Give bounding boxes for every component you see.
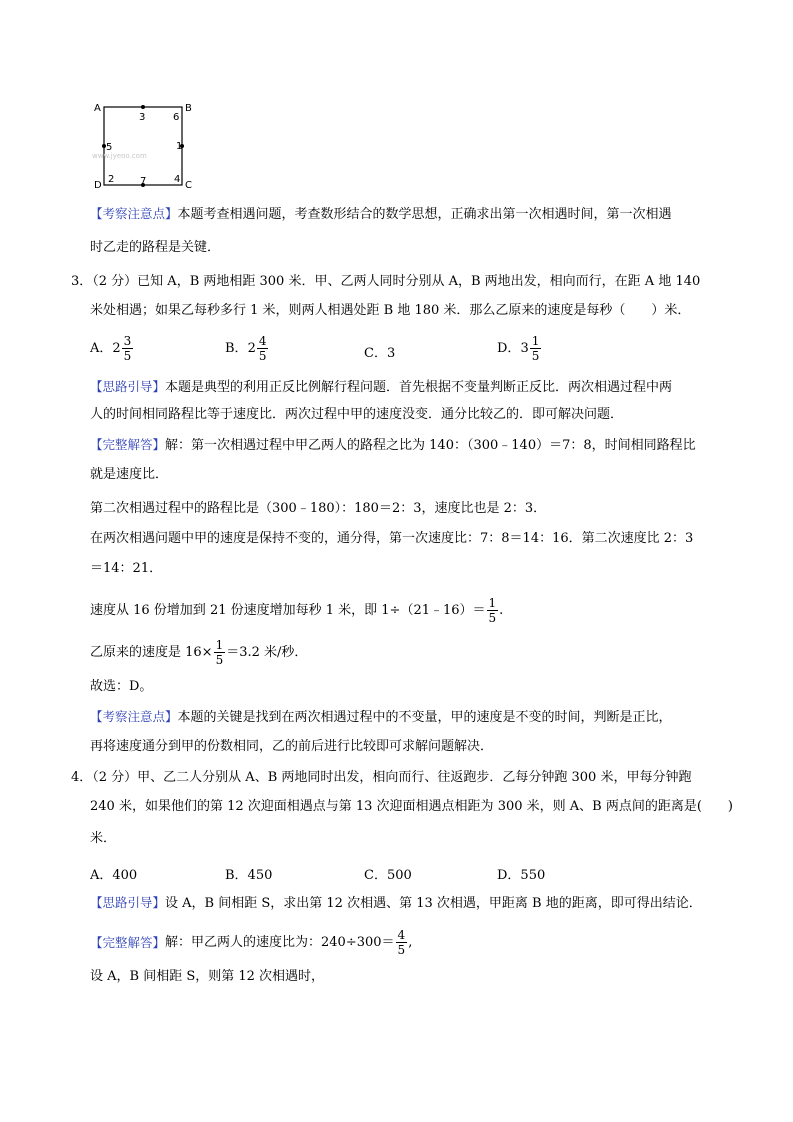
q2-note-text-1: 本题考查相遇问题，考查数形结合的数学思想，正确求出第一次相遇时间，第一次相遇 <box>177 207 672 222</box>
q3-option-b-num: 4 <box>258 334 267 348</box>
q3-solution-line-7 <box>90 638 307 667</box>
q3-option-a-fraction <box>122 334 134 363</box>
q3-hint-line-1 <box>90 378 672 397</box>
q4-stem-line-1: 4．（2 分）甲、乙二人分别从 A、B 两地同时出发，相向而行、往返跑步．乙每分钟跑 300 米，甲每分钟跑 <box>71 770 692 785</box>
q3-solution-text-6-end: . <box>499 602 504 618</box>
q4-solution-text-1-end: , <box>408 934 413 950</box>
q3-solution-text-1: 解：第一次相遇过程中甲乙两人的路程之比为 140：（300﹣140）＝7：8，时间相同路程比 <box>165 438 696 453</box>
q4-solution-fraction-1 <box>396 928 408 957</box>
point-3-label: 3 <box>139 112 146 123</box>
q3-option-a-whole: 2 <box>112 341 121 356</box>
q2-note-tag: 【考察注意点】 <box>90 206 178 221</box>
q3-option-b-label: B． <box>225 341 248 356</box>
q3-option-c-label: C． <box>364 346 387 361</box>
watermark: www.jyeoo.com <box>92 152 147 160</box>
q3-option-d-num: 1 <box>531 334 540 348</box>
q4-hint-text-1: 设 A，B 间相距 S，求出第 12 次相遇、第 13 次相遇，甲距离 B 地的距离，即可得出结论． <box>165 896 702 911</box>
point-top <box>141 105 145 109</box>
corner-c-label: C <box>185 180 192 191</box>
q3-solution-fraction-7-den: 5 <box>215 653 224 667</box>
q4-solution-line-1 <box>90 928 412 957</box>
q3-option-c[interactable] <box>364 342 395 361</box>
q3-hint-tag: 【思路引导】 <box>90 379 166 394</box>
point-5-label: 5 <box>106 142 113 153</box>
q3-option-d-fraction <box>530 334 542 363</box>
q3-solution-line-1 <box>90 436 696 455</box>
q3-solution-fraction-6 <box>487 596 499 625</box>
q2-note-line-2: 时乙走的路程是关键． <box>90 240 221 255</box>
q3-note-line-1 <box>90 708 672 727</box>
point-6-label: 6 <box>173 112 180 123</box>
q3-solution-line-5: ＝14：21． <box>90 561 163 576</box>
q3-solution-text-7-post: ＝3.2 米/秒． <box>226 644 308 660</box>
q3-stem-line-1: 3．（2 分）已知 A，B 两地相距 300 米．甲、乙两人同时分别从 A，B 两地出发，相向而行，在距 A 地 140 <box>71 274 701 289</box>
corner-a-label: A <box>94 103 101 114</box>
q4-hint-tag: 【思路引导】 <box>90 895 166 910</box>
q3-solution-fraction-6-num: 1 <box>488 596 497 610</box>
q3-stem-line-2: 米处相遇；如果乙每秒多行 1 米，则两人相遇处距 B 地 180 米．那么乙原来的速度是每秒（ ）米． <box>90 303 691 318</box>
q3-solution-text-7-pre: 乙原来的速度是 16× <box>90 644 213 660</box>
q4-solution-line-2: 设 A，B 间相距 S，则第 12 次相遇时， <box>90 969 325 984</box>
q4-option-b[interactable]: B．450 <box>225 868 273 883</box>
q3-solution-fraction-7-num: 1 <box>215 638 224 652</box>
q3-hint-text-1: 本题是典型的利用正反比例解行程问题．首先根据不变量判断正反比．两次相遇过程中两 <box>165 380 673 395</box>
q3-option-a[interactable] <box>90 334 134 363</box>
q3-solution-line-4: 在两次相遇问题中甲的速度是保持不变的，通分得，第一次速度比：7：8＝14：16．第二次速度比 2：3 <box>90 531 694 546</box>
q4-solution-text-1-pre: 解：甲乙两人的速度比为：240÷300＝ <box>165 934 395 950</box>
q3-option-a-den: 5 <box>123 349 132 363</box>
q4-hint-line-1 <box>90 894 702 913</box>
q3-solution-line-3: 第二次相遇过程中的路程比是（300﹣180）：180＝2：3，速度比也是 2：3． <box>90 501 547 516</box>
q4-option-a[interactable]: A．400 <box>90 868 138 883</box>
q3-option-a-label: A． <box>90 341 113 356</box>
q3-solution-line-8: 故选：D。 <box>90 679 153 694</box>
q3-option-d-whole: 3 <box>520 341 529 356</box>
q4-option-c[interactable]: C．500 <box>364 868 412 883</box>
q2-note-line-1 <box>90 205 672 224</box>
q3-option-b-fraction <box>257 334 269 363</box>
q3-note-text-1: 本题的关键是找到在两次相遇过程中的不变量，甲的速度是不变的时间，判断是正比， <box>177 710 672 725</box>
corner-b-label: B <box>185 103 192 114</box>
q3-solution-line-6 <box>90 596 503 625</box>
q4-stem-line-2: 240 米，如果他们的第 12 次迎面相遇点与第 13 次迎面相遇点相距为 300 米，则 A、B 两点间的距离是( ) <box>90 799 733 814</box>
point-4-label: 4 <box>174 174 181 185</box>
q4-solution-tag: 【完整解答】 <box>90 934 166 950</box>
q3-option-b[interactable] <box>225 334 269 363</box>
q4-option-d[interactable]: D．550 <box>497 868 546 883</box>
q3-option-b-whole: 2 <box>247 341 256 356</box>
q3-solution-line-2: 就是速度比． <box>90 467 169 482</box>
corner-d-label: D <box>94 180 102 191</box>
q3-solution-text-6: 速度从 16 份增加到 21 份速度增加每秒 1 米，即 1÷（21﹣16）＝ <box>90 602 486 618</box>
point-1-label: 1 <box>176 141 183 152</box>
q4-solution-fraction-1-num: 4 <box>397 928 406 942</box>
q3-option-d-label: D． <box>497 341 521 356</box>
q3-solution-tag: 【完整解答】 <box>90 437 166 452</box>
q3-note-line-2: 再将速度通分到甲的份数相同，乙的前后进行比较即可求解问题解决． <box>90 739 494 754</box>
q3-option-b-den: 5 <box>258 349 267 363</box>
q3-hint-line-2: 人的时间相同路程比等于速度比．两次过程中甲的速度没变．通分比较乙的．即可解决问题． <box>90 407 624 422</box>
point-7-label: 7 <box>140 176 147 187</box>
q3-option-a-num: 3 <box>123 334 132 348</box>
q3-option-d-den: 5 <box>531 349 540 363</box>
q4-solution-fraction-1-den: 5 <box>397 943 406 957</box>
q3-note-tag: 【考察注意点】 <box>90 709 178 724</box>
q3-option-d[interactable] <box>497 334 542 363</box>
q3-solution-fraction-6-den: 5 <box>488 611 497 625</box>
point-2-label: 2 <box>108 174 115 185</box>
q4-stem-line-3: 米． <box>90 831 117 846</box>
square-route-diagram <box>90 100 200 192</box>
q3-option-c-value: 3 <box>386 346 396 361</box>
q3-solution-fraction-7 <box>214 638 226 667</box>
